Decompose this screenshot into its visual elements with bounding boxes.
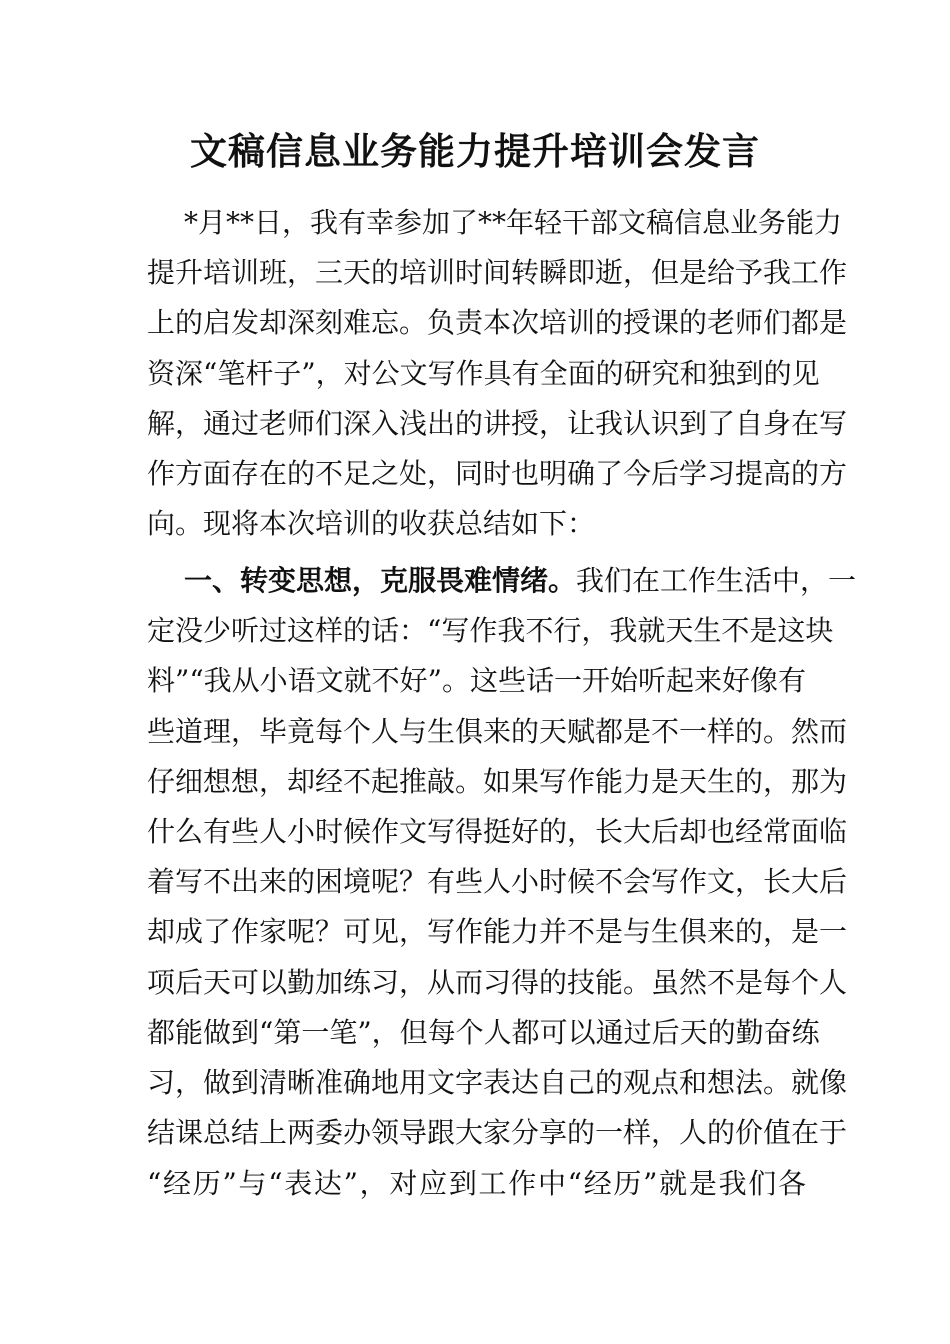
section-first-line-text: 我们在工作生活中，一 xyxy=(576,564,857,597)
paragraph-line: 提升培训班，三天的培训时间转瞬即逝，但是给予我工作 xyxy=(147,256,848,289)
paragraph-line: 习，做到清晰准确地用文字表达自己的观点和想法。就像 xyxy=(147,1066,848,1099)
section-heading: 一、转变思想，克服畏难情绪。 xyxy=(184,564,577,597)
paragraph-line: 解，通过老师们深入浅出的讲授，让我认识到了自身在写 xyxy=(147,407,848,440)
paragraph-line: “经历”与“表达”，对应到工作中“经历”就是我们各 xyxy=(147,1167,806,1200)
paragraph-line: 结课总结上两委办领导跟大家分享的一样，人的价值在于 xyxy=(147,1116,848,1149)
paragraph-line: 却成了作家呢？可见，写作能力并不是与生俱来的，是一 xyxy=(147,915,848,948)
paragraph-line: 作方面存在的不足之处，同时也明确了今后学习提高的方 xyxy=(147,457,848,490)
paragraph-line: 资深“笔杆子”，对公文写作具有全面的研究和独到的见 xyxy=(147,357,820,390)
paragraph-line: 什么有些人小时候作文写得挺好的，长大后却也经常面临 xyxy=(147,815,848,848)
paragraph-line: 仔细想想，却经不起推敲。如果写作能力是天生的，那为 xyxy=(147,765,848,798)
paragraph-line: 定没少听过这样的话：“写作我不行，我就天生不是这块 xyxy=(147,614,834,647)
paragraph-line: 上的启发却深刻难忘。负责本次培训的授课的老师们都是 xyxy=(147,306,848,339)
paragraph-line: *月**日，我有幸参加了**年轻干部文稿信息业务能力 xyxy=(184,206,843,239)
paragraph-line: 向。现将本次培训的收获总结如下： xyxy=(147,507,596,540)
paragraph-line: 项后天可以勤加练习，从而习得的技能。虽然不是每个人 xyxy=(147,966,848,999)
document-title: 文稿信息业务能力提升培训会发言 xyxy=(190,129,760,173)
paragraph-line: 着写不出来的困境呢？有些人小时候不会写作文，长大后 xyxy=(147,865,848,898)
paragraph-line: 都能做到“第一笔”，但每个人都可以通过后天的勤奋练 xyxy=(147,1016,820,1049)
paragraph-line: 料”“我从小语文就不好”。这些话一开始听起来好像有 xyxy=(147,664,806,697)
section-first-line xyxy=(184,555,857,607)
paragraph-line: 些道理，毕竟每个人与生俱来的天赋都是不一样的。然而 xyxy=(147,715,848,748)
